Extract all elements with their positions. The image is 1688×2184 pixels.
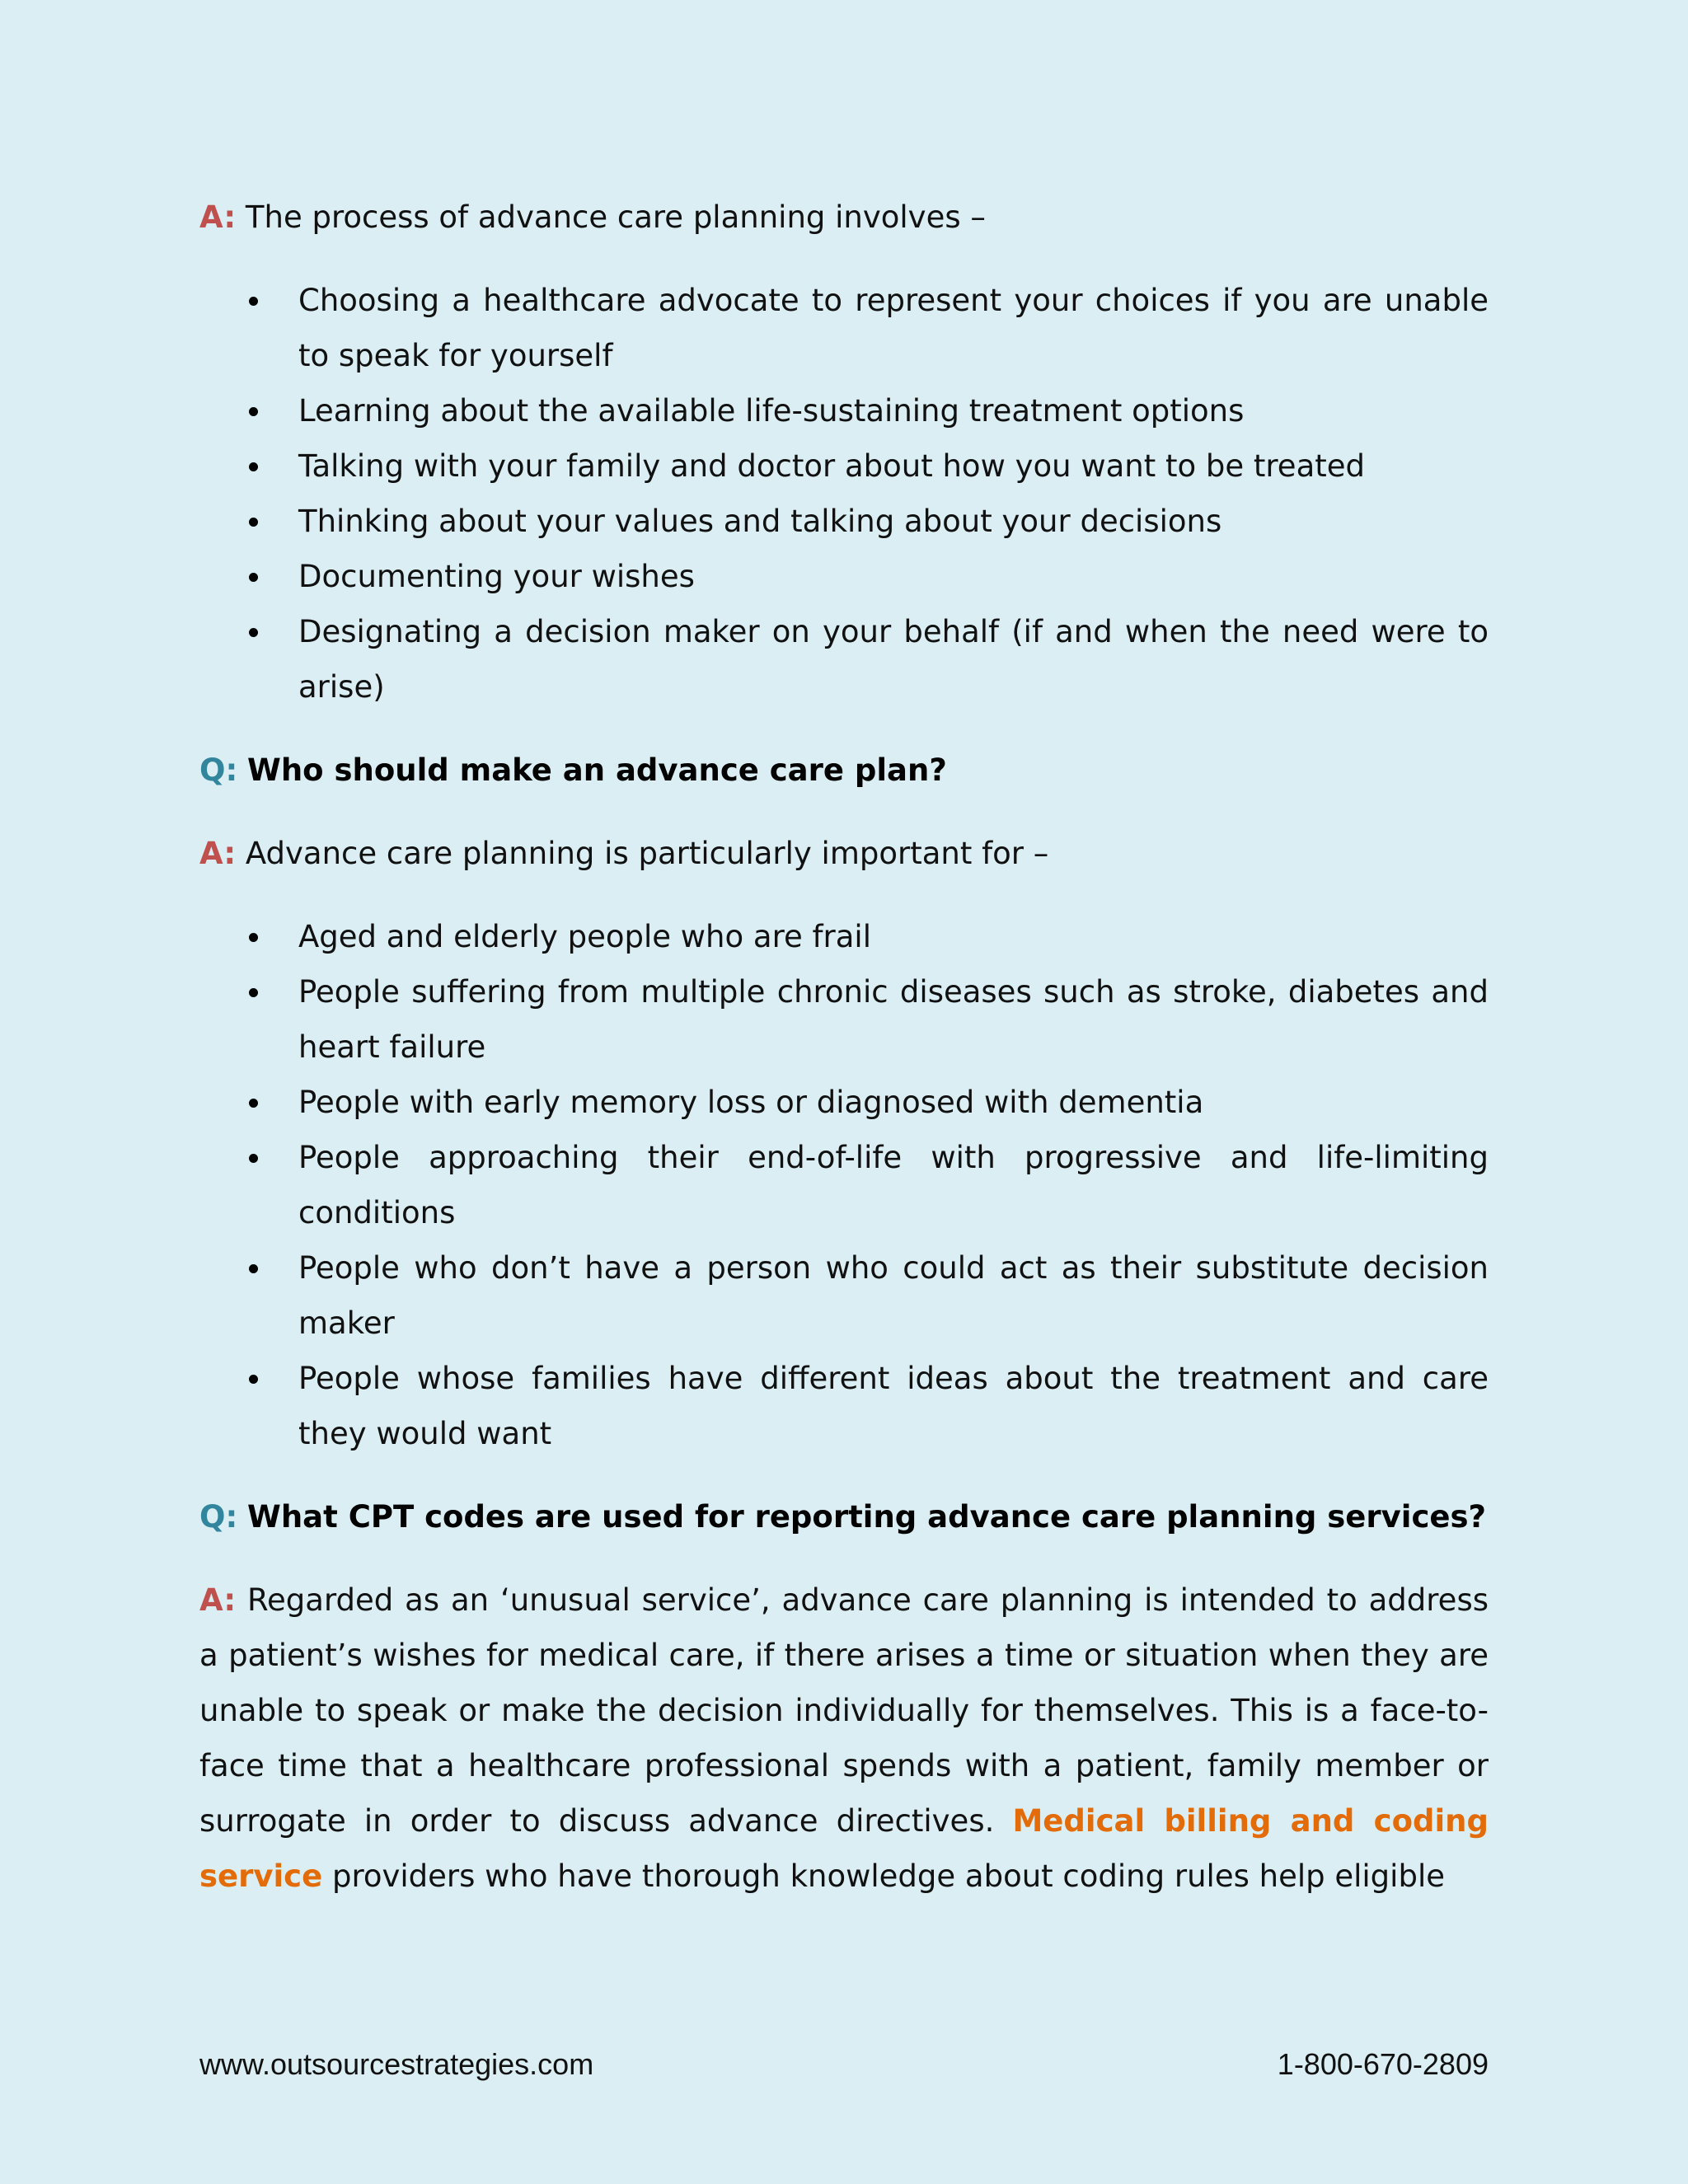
list-item: Learning about the available life-sustaining treatment options [199,383,1489,438]
page-footer [199,2044,1489,2085]
answer-paragraph [199,1572,1489,1904]
bullet-icon [249,1154,258,1163]
bullet-icon [249,1264,258,1273]
bullet-icon [249,297,258,306]
question-text: Who should make an advance care plan? [247,752,947,788]
question-label: Q: [199,752,238,788]
list-item: People whose families have different ideas about the treatment and care they would want [199,1351,1489,1461]
list-item: Choosing a healthcare advocate to represent your choices if you are unable to speak for yourself [199,273,1489,383]
list-item: People with early memory loss or diagnosed with dementia [199,1075,1489,1130]
list-item: People approaching their end-of-life with progressive and life-limiting conditions [199,1130,1489,1240]
list-item: Documenting your wishes [199,549,1489,604]
answer-text: The process of advance care planning involves – [245,199,986,235]
bullet-icon [249,573,258,582]
answer-intro [199,190,1489,245]
bullet-list [199,273,1489,715]
answer-text: Advance care planning is particularly important for – [245,836,1049,871]
list-item: Thinking about your values and talking about your decisions [199,494,1489,549]
footer-phone: 1-800-670-2809 [1277,2047,1489,2081]
bullet-icon [249,407,258,416]
answer-label: A: [199,836,237,871]
footer-website: www.outsourcestrategies.com [199,2047,594,2081]
list-item: People who don’t have a person who could act as their substitute decision maker [199,1240,1489,1351]
answer-text-continued: providers who have thorough knowledge about coding rules help eligible [331,1858,1445,1894]
list-item: Aged and elderly people who are frail [199,909,1489,964]
list-item: Designating a decision maker on your behalf (if and when the need were to arise) [199,604,1489,715]
answer-label: A: [199,199,237,235]
bullet-icon [249,1099,258,1108]
question-label: Q: [199,1499,238,1535]
bullet-icon [249,988,258,997]
question [199,1489,1489,1544]
question [199,743,1489,798]
document-body [199,190,1489,1904]
bullet-icon [249,933,258,942]
question-text: What CPT codes are used for reporting advance care planning services? [247,1499,1486,1535]
list-item: Talking with your family and doctor about how you want to be treated [199,438,1489,494]
bullet-icon [249,1375,258,1384]
answer-text: Regarded as an ‘unusual service’, advance care planning is intended to address a patient’s wishes for medical care, if there arises a time or situation when they are unable to speak or make the decision individually for themselves. This is a face-to-face time that a healthcare professional spends with a patient, family member or surrogate in order to discuss advance directives. [199,1582,1489,1839]
bullet-icon [249,628,258,637]
list-item: People suffering from multiple chronic diseases such as stroke, diabetes and heart failure [199,964,1489,1075]
bullet-icon [249,518,258,527]
medical-billing-link[interactable]: Medical billing and coding service [199,1803,1489,1894]
bullet-icon [249,462,258,471]
bullet-list [199,909,1489,1461]
answer-label: A: [199,1582,237,1618]
answer-intro [199,826,1489,881]
